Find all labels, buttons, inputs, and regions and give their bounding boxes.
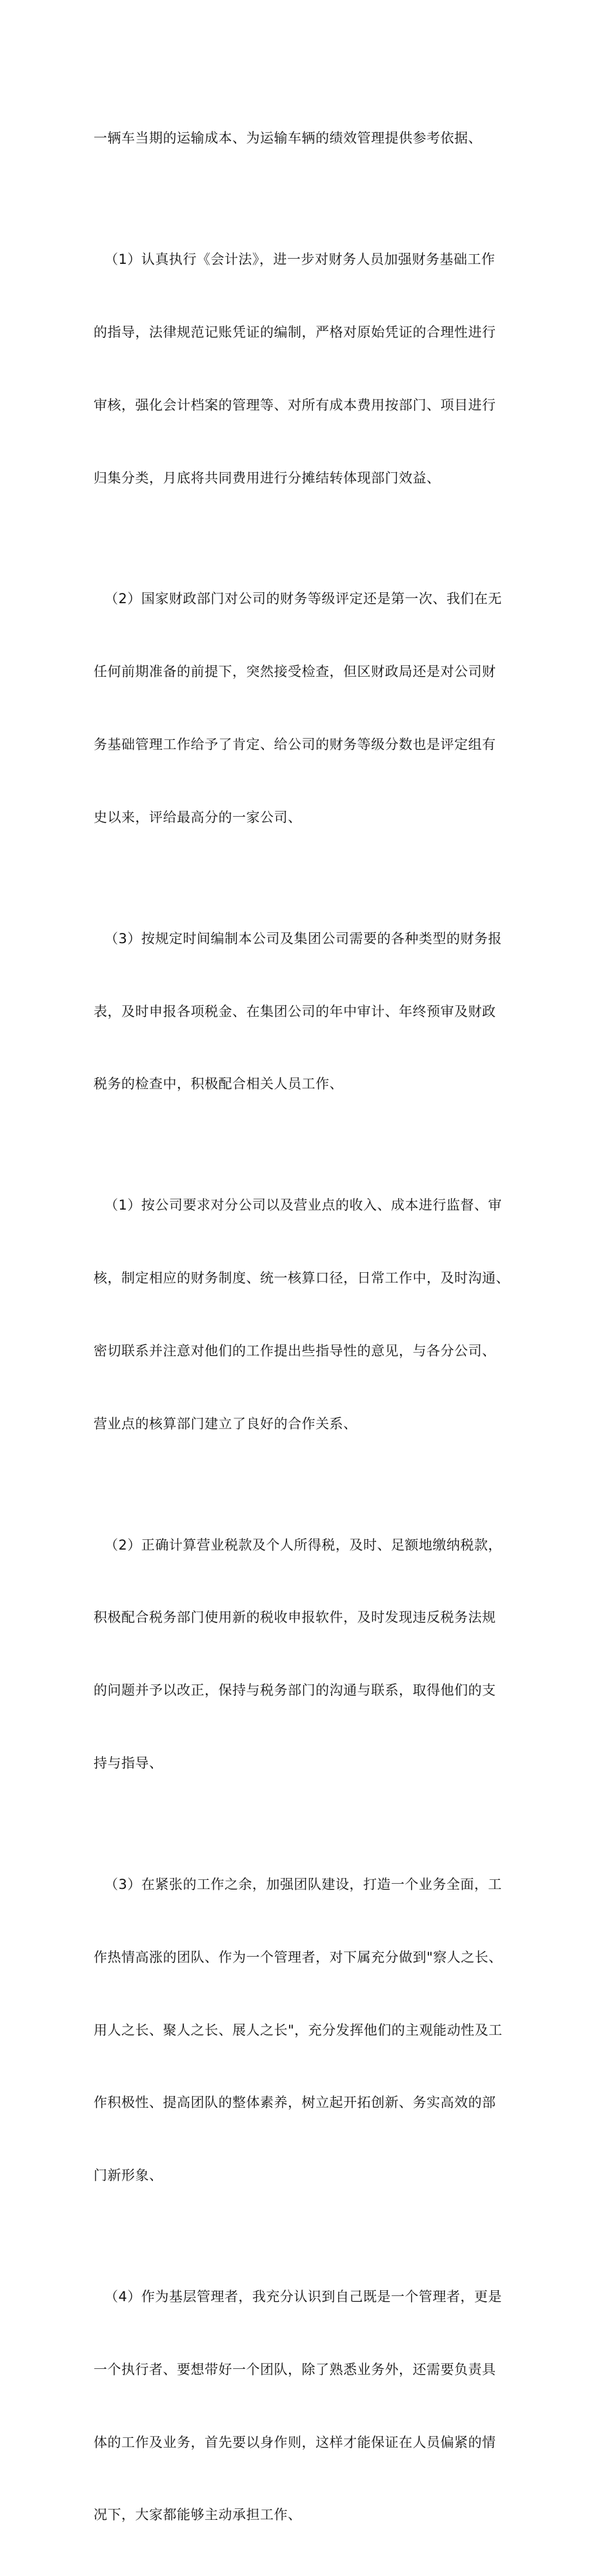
text-line: （3）按规定时间编制本公司及集团公司需要的各种类型的财务报	[105, 930, 502, 946]
text-line: 核，制定相应的财务制度、统一核算口径，日常工作中，及时沟通、	[94, 1270, 510, 1286]
text-line: 门新形象、	[94, 2168, 163, 2184]
text-line: 况下，大家都能够主动承担工作、	[94, 2507, 302, 2523]
text-line: 体的工作及业务，首先要以身作则，这样才能保证在人员偏紧的情	[94, 2434, 496, 2450]
text-line: 作热情高涨的团队、作为一个管理者，对下属充分做到"察人之长、	[94, 1949, 503, 1965]
text-line: （4）作为基层管理者，我充分认识到自己既是一个管理者，更是	[105, 2289, 502, 2305]
text-line: 营业点的核算部门建立了良好的合作关系、	[94, 1415, 357, 1432]
text-line: 密切联系并注意对他们的工作提出些指导性的意见，与各分公司、	[94, 1343, 496, 1359]
text-line: 归集分类，月底将共同费用进行分摊结转体现部门效益、	[94, 470, 441, 486]
text-line: 表，及时申报各项税金、在集团公司的年中审计、年终预审及财政	[94, 1003, 496, 1019]
paragraph-8	[94, 2237, 532, 2576]
paragraph-5	[94, 1145, 532, 1484]
paragraph-3	[94, 539, 532, 878]
text-line: 税务的检查中，积极配合相关人员工作、	[94, 1076, 343, 1092]
text-line: （3）在紧张的工作之余，加强团队建设，打造一个业务全面，工	[105, 1876, 502, 1892]
text-line: 审核，强化会计档案的管理等、对所有成本费用按部门、项目进行	[94, 397, 496, 413]
text-line: 积极配合税务部门使用新的税收申报软件，及时发现违反税务法规	[94, 1610, 496, 1626]
paragraph-2	[94, 199, 532, 539]
text-line: （1）认真执行《会计法》，进一步对财务人员加强财务基础工作	[105, 252, 496, 268]
text-line: （1）按公司要求对分公司以及营业点的收入、成本进行监督、审	[105, 1197, 502, 1213]
paragraph-6	[94, 1484, 532, 1824]
text-line: 的问题并予以改正，保持与税务部门的沟通与联系，取得他们的支	[94, 1682, 496, 1699]
text-line: 持与指导、	[94, 1755, 163, 1771]
text-line: （2）正确计算营业税款及个人所得税，及时、足额地缴纳税款，	[105, 1537, 502, 1553]
paragraph-7	[94, 1824, 532, 2237]
paragraph-4	[94, 879, 532, 1146]
text-line: 的指导，法律规范记账凭证的编制，严格对原始凭证的合理性进行	[94, 324, 496, 340]
text-line: 一个执行者、要想带好一个团队，除了熟悉业务外，还需要负责具	[94, 2361, 496, 2377]
text-line: 务基础管理工作给予了肯定、给公司的财务等级分数也是评定组有	[94, 737, 496, 753]
text-line: 作积极性、提高团队的整体素养，树立起开拓创新、务实高效的部	[94, 2095, 496, 2111]
paragraph-1	[94, 78, 532, 199]
text-line: 用人之长、聚人之长、展人之长"，充分发挥他们的主观能动性及工	[94, 2022, 503, 2038]
text-line: 一辆车当期的运输成本、为运输车辆的绩效管理提供参考依据、	[94, 130, 482, 146]
text-line: 任何前期准备的前提下，突然接受检查，但区财政局还是对公司财	[94, 664, 496, 680]
text-line: 史以来，评给最高分的一家公司、	[94, 809, 302, 825]
document-body	[94, 78, 532, 2576]
text-line: （2）国家财政部门对公司的财务等级评定还是第一次、我们在无	[105, 591, 502, 607]
